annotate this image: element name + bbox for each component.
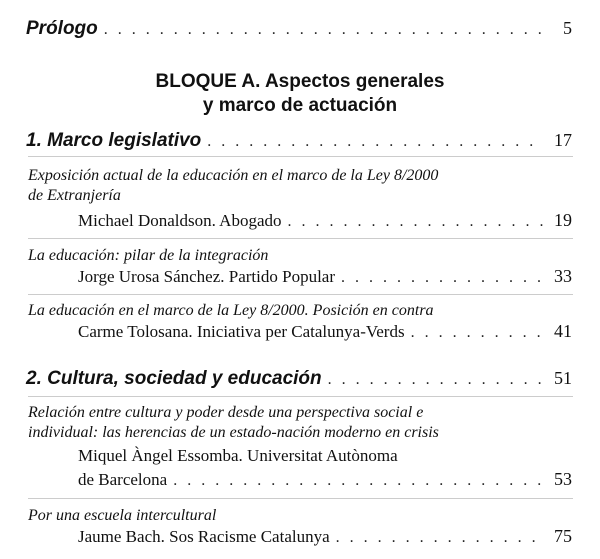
entry-title-line: individual: las herencias de un estado-nación moderno en crisis	[28, 424, 439, 441]
entry-title-line: de Extranjería	[28, 187, 121, 204]
prologo-title: Prólogo	[26, 18, 98, 39]
entry-author: Michael Donaldson. Abogado	[78, 211, 282, 230]
entry-title-line: La educación en el marco de la Ley 8/2000. Posición en contra	[28, 302, 434, 319]
section-2-title: 2. Cultura, sociedad y educación	[26, 368, 322, 389]
prologo-page: 5	[563, 18, 572, 38]
toc-entry[interactable]	[78, 469, 572, 490]
toc-entry[interactable]	[78, 266, 572, 287]
dot-leader	[341, 269, 544, 287]
entry-author: Jaume Bach. Sos Racisme Catalunya	[78, 527, 330, 546]
entry-page: 53	[554, 469, 572, 489]
divider	[28, 238, 573, 239]
divider	[28, 498, 573, 499]
entry-title	[28, 246, 572, 266]
divider	[28, 396, 573, 397]
toc-entry[interactable]	[78, 321, 572, 342]
entry-title	[28, 301, 572, 321]
entry-page: 41	[554, 321, 572, 341]
divider	[28, 156, 573, 157]
entry-page: 19	[554, 210, 572, 230]
entry-author: Jorge Urosa Sánchez. Partido Popular	[78, 267, 335, 286]
dot-leader	[104, 21, 544, 39]
entry-title-line: Por una escuela intercultural	[28, 507, 217, 524]
bloque-heading	[0, 70, 600, 118]
toc-entry-prologo[interactable]	[26, 18, 572, 40]
entry-page: 75	[554, 526, 572, 546]
entry-title	[28, 166, 572, 206]
bloque-line1: BLOQUE A. Aspectos generales	[155, 71, 445, 92]
dot-leader	[336, 529, 544, 547]
dot-leader	[173, 472, 544, 490]
dot-leader	[328, 371, 544, 389]
entry-author: Carme Tolosana. Iniciativa per Catalunya-Verds	[78, 322, 405, 341]
section-1-heading[interactable]	[26, 130, 572, 152]
entry-author: de Barcelona	[78, 470, 168, 489]
toc-entry[interactable]	[78, 210, 572, 231]
section-2-heading[interactable]	[26, 368, 572, 390]
entry-title	[28, 403, 572, 443]
entry-author-line: Miquel Àngel Essomba. Universitat Autònoma	[78, 446, 398, 465]
section-1-page: 17	[554, 130, 572, 150]
entry-title-line: La educación: pilar de la integración	[28, 247, 269, 264]
entry-title	[28, 506, 572, 526]
toc-entry[interactable]	[78, 526, 572, 547]
entry-title-line: Relación entre cultura y poder desde una perspectiva social e	[28, 404, 424, 421]
dot-leader	[207, 133, 544, 151]
bloque-line2: y marco de actuación	[202, 95, 398, 116]
entry-page: 33	[554, 266, 572, 286]
entry-title-line: Exposición actual de la educación en el marco de la Ley 8/2000	[28, 167, 439, 184]
section-1-title: 1. Marco legislativo	[26, 130, 202, 151]
dot-leader	[411, 324, 544, 342]
divider	[28, 294, 573, 295]
dot-leader	[288, 213, 545, 231]
section-2-page: 51	[554, 368, 572, 388]
